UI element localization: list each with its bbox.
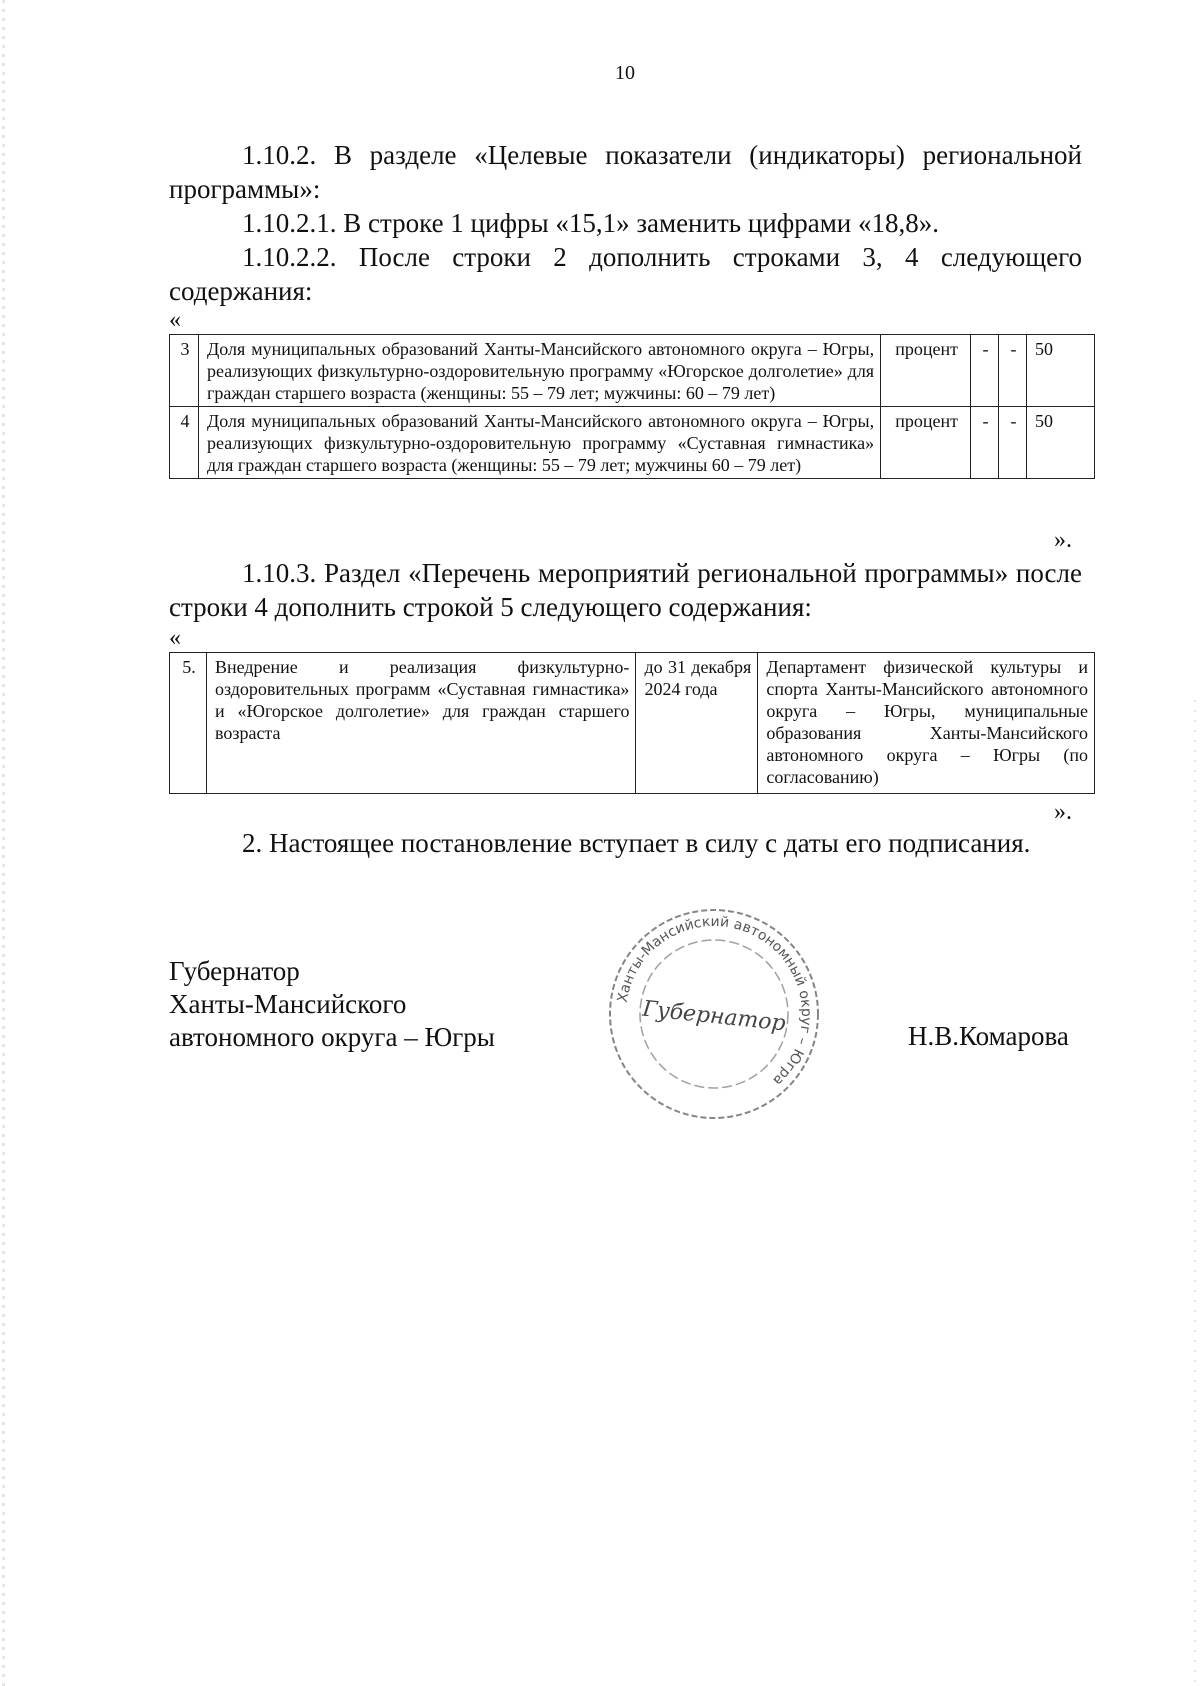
measures-row-number: 5. (170, 653, 207, 794)
quote-open-1: « (169, 307, 181, 333)
stamp-ring-text: Ханты-Мансийский автономный округ – Югра (614, 913, 815, 1089)
official-stamp (604, 904, 824, 1124)
indicator-row-value-2: - (999, 407, 1027, 479)
indicator-row-number: 4 (170, 407, 199, 479)
indicator-row-4 (170, 407, 1095, 479)
indicator-row-value-2: - (999, 335, 1027, 407)
measures-row-deadline: до 31 декабря 2024 года (636, 653, 758, 794)
scan-edge-left (2, 0, 5, 1686)
indicator-row-3 (170, 335, 1095, 407)
paragraph-1-10-3: 1.10.3. Раздел «Перечень мероприятий региональной программы» после строки 4 дополнить строкой 5 следующего содержания: (169, 558, 1082, 622)
paragraph-1-10-2-1: 1.10.2.1. В строке 1 цифры «15,1» заменить цифрами «18,8». (242, 208, 939, 238)
indicator-row-value-1: - (971, 335, 999, 407)
measures-row-text: Внедрение и реализация физкультурно-оздоровительных программ «Суставная гимнастика» и «Югорское долголетие» для граждан старшего возраста (206, 653, 635, 794)
measures-row-5 (170, 653, 1095, 794)
indicator-row-text: Доля муниципальных образований Ханты-Мансийского автономного округа – Югры, реализующих физкультурно-оздоровительную программу «Суставная гимнастика» для граждан старшего возраста (женщины: 55 – 79 лет; мужчины 60 – 79 лет) (198, 407, 880, 479)
indicator-row-value-1: - (971, 407, 999, 479)
quote-open-2: « (169, 625, 181, 651)
quote-close-1: ». (1054, 527, 1072, 553)
signer-name: Н.В.Комарова (908, 1021, 1069, 1051)
indicator-row-number: 3 (170, 335, 199, 407)
quote-close-2: ». (1054, 799, 1072, 825)
indicator-row-text: Доля муниципальных образований Ханты-Мансийского автономного округа – Югры, реализующих физкультурно-оздоровительную программу «Югорское долголетие» для граждан старшего возраста (женщины: 55 – 79 лет; мужчины: 60 – 79 лет) (198, 335, 880, 407)
signature-position-line-3: автономного округа – Югры (169, 1022, 495, 1052)
measures-row-responsible: Департамент физической культуры и спорта Ханты-Мансийского автономного округа – Югры, муниципальные образования Ханты-Мансийского автономного округа – Югры (по согласованию) (758, 653, 1095, 794)
indicator-row-unit: процент (881, 407, 971, 479)
paragraph-1-10-2: 1.10.2. В разделе «Целевые показатели (индикаторы) региональной программы»: (169, 140, 1082, 204)
measures-table (169, 652, 1095, 794)
page-number: 10 (615, 62, 635, 84)
paragraph-1-10-2-2: 1.10.2.2. После строки 2 дополнить строками 3, 4 следующего содержания: (169, 242, 1082, 306)
indicator-row-value-3: 50 (1027, 407, 1095, 479)
signature-position-line-1: Губернатор (169, 956, 300, 986)
signature-block (169, 955, 495, 1054)
stamp-center-text: Губернатор (641, 996, 787, 1037)
paragraph-2: 2. Настоящее постановление вступает в силу с даты его подписания. (242, 828, 1031, 858)
indicator-table (169, 334, 1095, 479)
indicator-row-value-3: 50 (1027, 335, 1095, 407)
signature-position-line-2: Ханты-Мансийского (169, 989, 407, 1019)
scan-edge-right (1194, 700, 1196, 1686)
indicator-row-unit: процент (881, 335, 971, 407)
